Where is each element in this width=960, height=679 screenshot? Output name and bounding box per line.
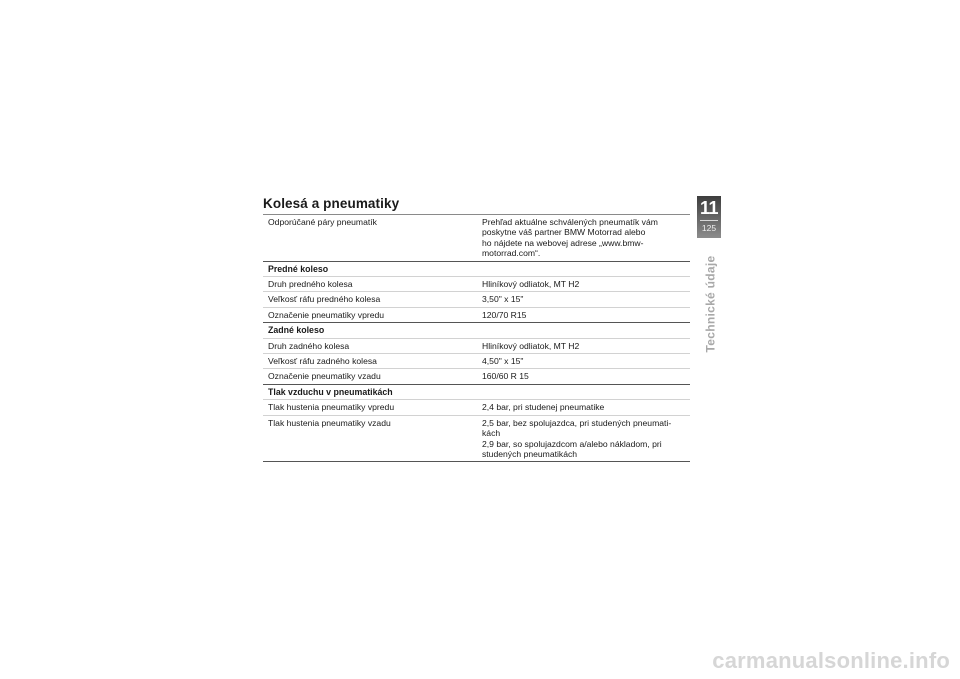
row-value: 3,50" x 15" xyxy=(482,294,524,305)
value-line: kách xyxy=(482,428,501,439)
table-row xyxy=(263,277,690,292)
row-label: Druh predného kolesa xyxy=(268,279,353,290)
row-label: Veľkosť ráfu predného kolesa xyxy=(268,294,381,305)
value-line: Prehľad aktuálne schválených pneumatík vám xyxy=(482,217,658,227)
watermark-text: carmanualsonline.info xyxy=(712,648,950,673)
value-line: ho nájdete na webovej adrese „www.bmw- xyxy=(482,237,644,248)
value-line: poskytne váš partner BMW Motorrad alebo xyxy=(482,227,646,238)
row-value xyxy=(476,416,690,462)
chapter-tab xyxy=(697,196,721,238)
value-line: 2,9 bar, so spolujazdcom a/alebo nákladom, pri xyxy=(482,438,662,449)
table-row xyxy=(263,416,690,463)
table-row xyxy=(263,400,690,415)
row-label: Označenie pneumatiky vzadu xyxy=(268,371,381,382)
row-label: Veľkosť ráfu zadného kolesa xyxy=(268,356,377,367)
section-heading-tyre-pressure: Tlak vzduchu v pneumatikách xyxy=(263,385,690,400)
row-value: 2,4 bar, pri studenej pneumatike xyxy=(482,402,605,413)
section-heading-rear-wheel: Zadné koleso xyxy=(263,323,690,338)
table-row xyxy=(263,308,690,323)
row-label: Označenie pneumatiky vpredu xyxy=(268,309,385,320)
specs-table xyxy=(263,214,690,462)
page-number: 125 xyxy=(701,223,717,233)
chapter-title: Technické údaje xyxy=(703,255,718,353)
row-label: Odporúčané páry pneumatík xyxy=(268,217,377,227)
section-heading-front-wheel: Predné koleso xyxy=(263,262,690,277)
row-label: Tlak hustenia pneumatiky vzadu xyxy=(268,417,391,428)
row-value: Hliníkový odliatok, MT H2 xyxy=(482,340,580,351)
row-value: Hliníkový odliatok, MT H2 xyxy=(482,279,580,290)
value-line: 2,5 bar, bez spolujazdca, pri studených pneumati- xyxy=(482,417,672,428)
table-row xyxy=(263,339,690,354)
page-title: Kolesá a pneumatiky xyxy=(263,196,400,211)
value-line: studených pneumatikách xyxy=(482,448,578,459)
row-label: Druh zadného kolesa xyxy=(268,340,350,351)
table-row xyxy=(263,369,690,384)
row-value: 120/70 R15 xyxy=(482,309,527,320)
table-row-recommended-tyres xyxy=(263,215,690,262)
value-line: motorrad.com“. xyxy=(482,248,541,259)
row-value: 160/60 R 15 xyxy=(482,371,529,382)
chapter-number: 11 xyxy=(699,198,719,218)
row-value: 4,50" x 15" xyxy=(482,356,524,367)
chapter-title-vertical xyxy=(703,245,717,363)
row-value xyxy=(476,215,690,261)
table-row xyxy=(263,292,690,307)
row-label: Tlak hustenia pneumatiky vpredu xyxy=(268,402,395,413)
chapter-divider xyxy=(700,220,718,221)
table-row xyxy=(263,354,690,369)
